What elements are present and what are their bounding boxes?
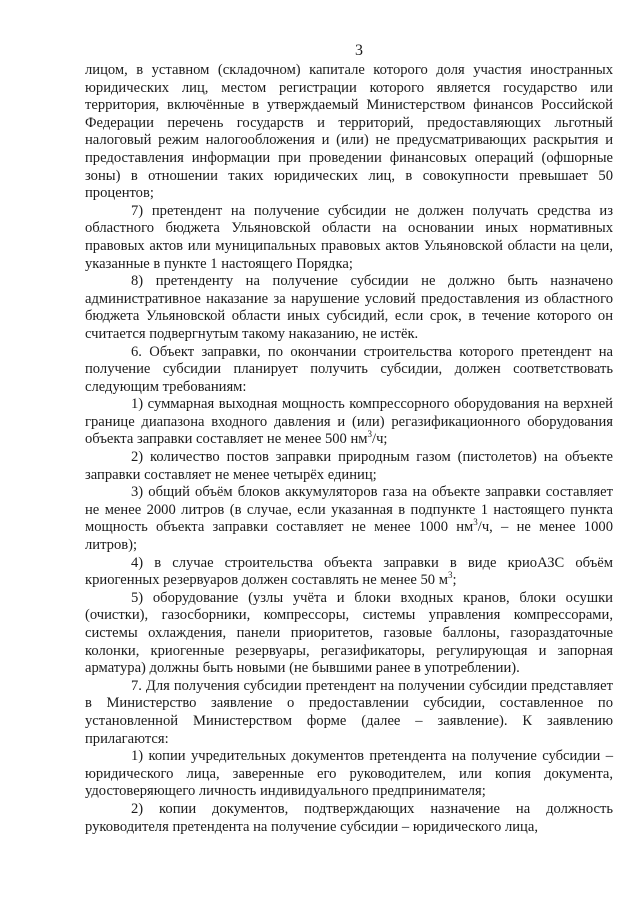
paragraph-text: 4) в случае строительства объекта заправки в виде криоАЗС объём криогенных резервуаров должен составлять не менее 50 м [85,554,613,589]
paragraph: лицом, в уставном (складочном) капитале которого доля участия иностранных юридических лиц, местом регистрации которого является государство или территория, включённые в утверждаемый Министерством финансов Российской Федерации перечень государств и территорий, предоставляющих льготный налоговый режим налогообложения и (или) не предусматривающих раскрытия и предоставления информации при проведении финансовых операций (офшорные зоны) в отношении таких юридических лиц, в совокупности превышает 50 процентов; [85,62,613,202]
paragraph-text: 1) суммарная выходная мощность компрессорного оборудования на верхней границе диапазона входного давления и (или) регазификационного оборудования объекта заправки составляет не менее 500 нм [85,396,613,448]
page-number: 3 [355,42,363,59]
superscript: 3 [447,570,453,581]
paragraph-tail: /ч; [372,431,388,448]
paragraph-text: 3) общий объём блоков аккумуляторов газа на объекте заправки составляет не менее 2000 литров (в случае, если указанная в подпункте 1 настоящего пункта мощность объекта заправки составляет не менее 1000 нм [85,484,613,536]
document-body [85,62,613,836]
paragraph: 8) претенденту на получение субсидии не должно быть назначено административное наказание за нарушение условий предоставления из областного бюджета Ульяновской области иных субсидий, если срок, в течение которого он считается подвергнутым такому наказанию, не истёк. [85,273,613,342]
superscript: 3 [473,517,478,528]
paragraph [85,555,613,590]
paragraph: 5) оборудование (узлы учёта и блоки входных кранов, блоки осушки (очистки), газосборники, компрессоры, системы управления компрессорами, системы охлаждения, панели приоритетов, газовые баллоны, газораздаточные колонки, криогенные резервуары, регазификаторы, регулирующая и запорная арматура) должны быть новыми (не бывшими ранее в употреблении). [85,589,613,677]
paragraph-tail: ; [452,572,457,589]
paragraph: 6. Объект заправки, по окончании строительства которого претендент на получение субсидии планирует получить субсидии, должен соответствовать следующим требованиям: [85,343,613,395]
paragraph: 7) претендент на получение субсидии не должен получать средства из областного бюджета Ульяновской области на основании иных нормативных правовых актов или муниципальных правовых актов Ульяновской области на цели, указанные в пункте 1 настоящего Порядка; [85,202,613,272]
superscript: 3 [367,429,373,440]
paragraph: 1) копии учредительных документов претендента на получение субсидии – юридического лица, заверенные его руководителем, или копия документа, удостоверяющего личность индивидуального предпринимателя; [85,748,613,800]
paragraph-tail: /ч, – не менее 1000 литров); [85,519,613,554]
paragraph [85,484,613,554]
paragraph: 2) копии документов, подтверждающих назначение на должность руководителя претендента на получение субсидии – юридического лица, [85,800,613,835]
paragraph: 7. Для получения субсидии претендент на получении субсидии представляет в Министерство заявление о предоставлении субсидии, составленное по установленной Министерством форме (далее – заявление). К заявлению прилагаются: [85,677,613,747]
paragraph [85,396,613,449]
paragraph: 2) количество постов заправки природным газом (пистолетов) на объекте заправки составляет не менее четырёх единиц; [85,449,613,483]
